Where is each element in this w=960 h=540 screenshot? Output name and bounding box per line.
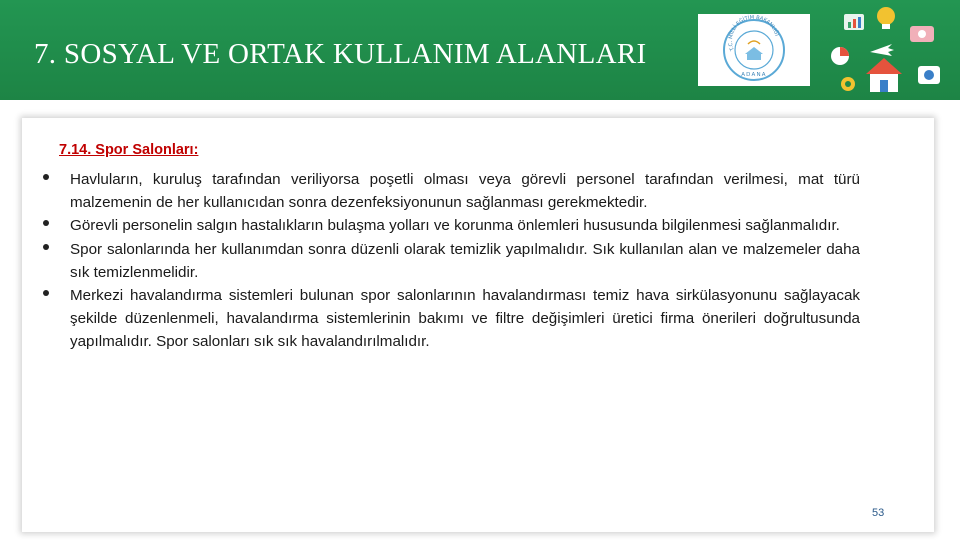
bullet-icon — [43, 290, 49, 296]
page-title: 7. SOSYAL VE ORTAK KULLANIM ALANLARI — [34, 38, 647, 70]
list-item — [38, 214, 860, 237]
list-item — [38, 238, 860, 284]
bullet-text: Havluların, kuruluş tarafından veriliyorsa poşetli olması veya görevli personel tarafından verilmesi, mat türü malzemenin de her kullanıcıdan sonra dezenfeksiyonunun sağlanması gerekmektedir. — [70, 171, 860, 212]
airplane-icon — [870, 44, 894, 56]
list-item — [38, 168, 860, 214]
bullet-icon — [43, 220, 49, 226]
gear-icon — [841, 77, 855, 91]
bullet-icon — [43, 244, 49, 250]
title-bar — [0, 0, 960, 100]
pie-chart-icon — [831, 47, 849, 65]
list-item — [38, 284, 860, 354]
handshake-icon — [910, 26, 934, 42]
house-icon — [866, 58, 902, 92]
bullet-text: Spor salonlarında her kullanımdan sonra düzenli olarak temizlik yapılmalıdır. Sık kullanılan alan ve malzemeler daha sık temizlenmelidir. — [70, 240, 860, 281]
chart-icon — [844, 14, 864, 30]
bullet-list — [38, 168, 860, 354]
section-heading: 7.14. Spor Salonları: — [59, 142, 199, 158]
bullet-icon — [43, 174, 49, 180]
logo-ring-text: T.C. MİLLİ EĞİTİM BAKANLIĞI — [727, 14, 780, 52]
camera-icon — [918, 66, 940, 84]
icon-cluster — [822, 4, 954, 98]
lightbulb-icon — [877, 7, 895, 29]
bullet-text: Görevli personelin salgın hastalıkların bulaşma yolları ve korunma önlemleri hususunda bilgilenmesi sağlanmalıdır. — [70, 217, 840, 235]
page-number: 53 — [872, 507, 885, 519]
bullet-text: Merkezi havalandırma sistemleri bulunan spor salonlarının havalandırması temiz hava sirkülasyonunu sağlayacak şekilde düzenlenmeli, havalandırma sistemlerinin bakımı ve filtre değişimleri üretici firma önerileri doğrultusunda yapılmalıdır. Spor salonları sık sık havalandırılmalıdır. — [70, 287, 860, 351]
ministry-logo — [698, 14, 810, 86]
logo-bottom-text: ADANA — [741, 72, 767, 78]
